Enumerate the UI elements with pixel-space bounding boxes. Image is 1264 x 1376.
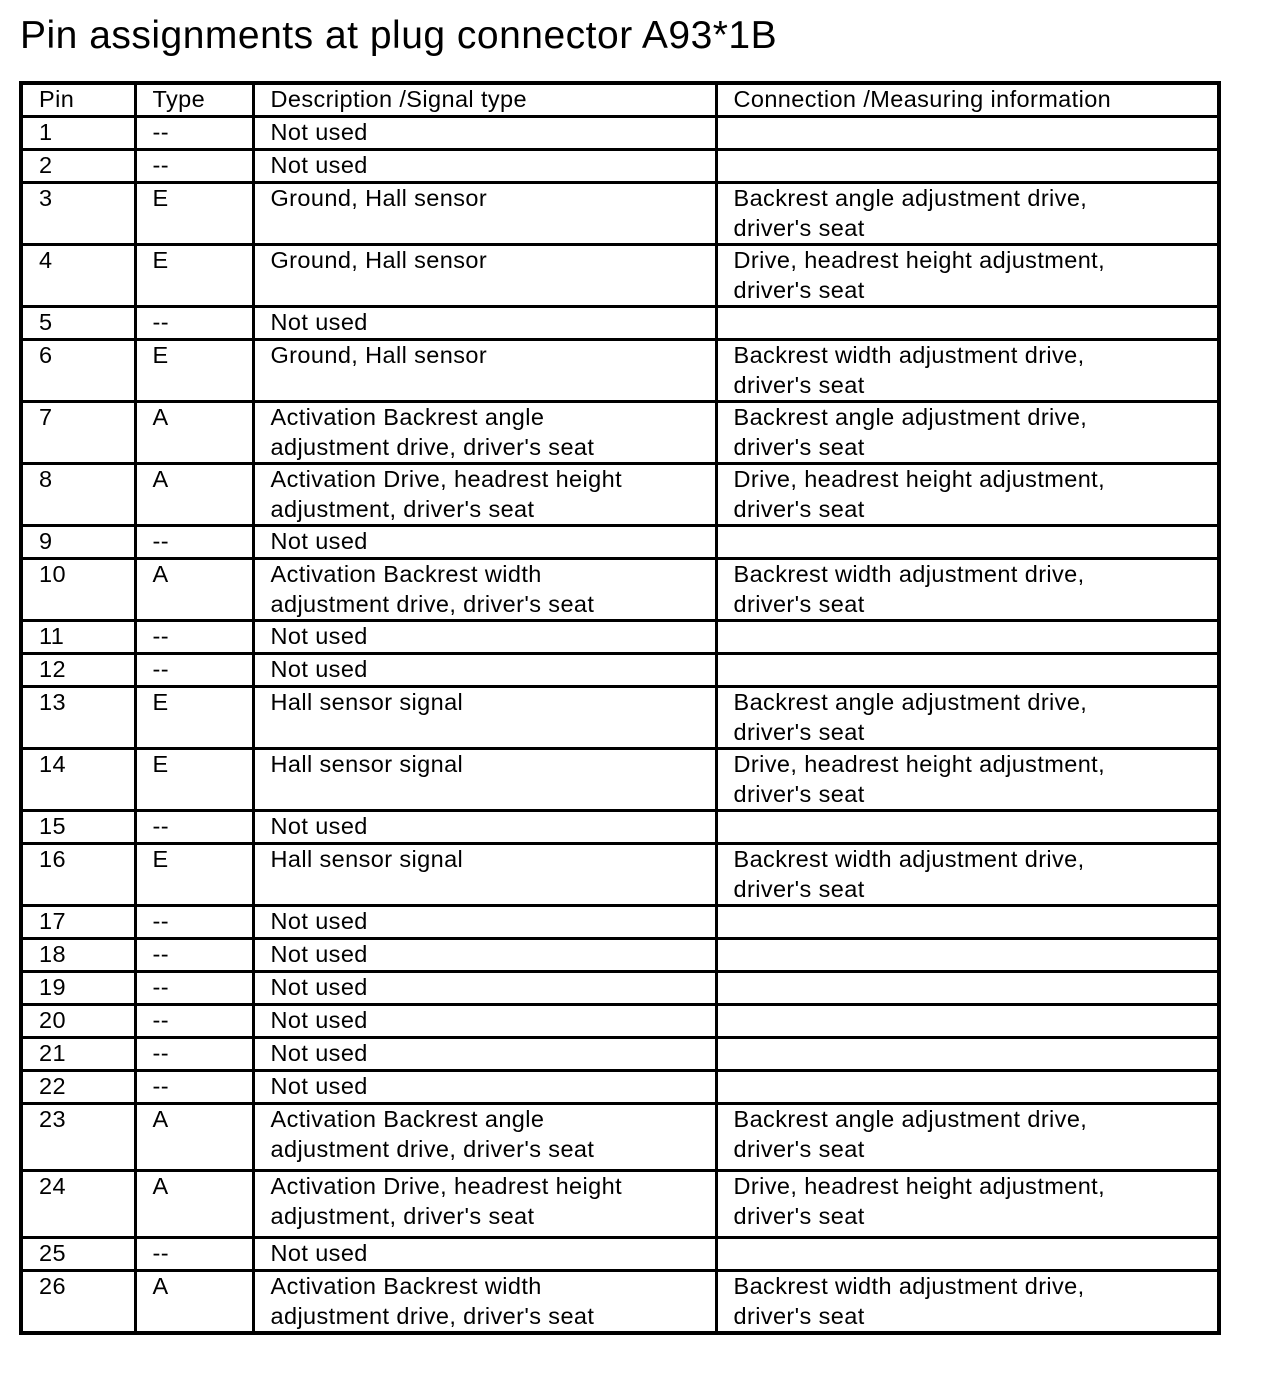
pin-cell bbox=[21, 1271, 135, 1334]
type-cell bbox=[135, 1171, 253, 1238]
pin-cell bbox=[21, 526, 135, 559]
type-cell bbox=[135, 1005, 253, 1038]
pin-cell-text: 1 bbox=[39, 119, 53, 145]
pin-cell-text: 25 bbox=[39, 1240, 66, 1266]
description-cell bbox=[253, 687, 716, 749]
table-row bbox=[21, 906, 1219, 939]
column-header-pin: Pin bbox=[21, 83, 135, 117]
connection-cell bbox=[716, 340, 1219, 402]
table-row bbox=[21, 1271, 1219, 1334]
pin-cell-text: 14 bbox=[39, 751, 66, 777]
type-cell-text: -- bbox=[152, 1040, 169, 1066]
type-cell bbox=[135, 1238, 253, 1271]
table-header-row bbox=[21, 83, 1219, 117]
pin-cell bbox=[21, 1238, 135, 1271]
pin-cell bbox=[21, 402, 135, 464]
connection-cell bbox=[716, 464, 1219, 526]
pin-cell-text: 17 bbox=[39, 908, 66, 934]
pin-cell bbox=[21, 749, 135, 811]
type-cell-text: -- bbox=[152, 528, 169, 554]
pin-cell bbox=[21, 245, 135, 307]
pin-cell-text: 10 bbox=[39, 561, 66, 587]
pin-cell bbox=[21, 117, 135, 150]
type-cell-text: -- bbox=[152, 974, 169, 1000]
table-row bbox=[21, 559, 1219, 621]
connection-cell bbox=[716, 245, 1219, 307]
pin-cell-text: 8 bbox=[39, 466, 53, 492]
pin-cell bbox=[21, 621, 135, 654]
table-row bbox=[21, 464, 1219, 526]
pin-cell-text: 21 bbox=[39, 1040, 66, 1066]
description-cell-text: Hall sensor signal bbox=[270, 751, 464, 777]
description-cell-text: Not used bbox=[270, 974, 368, 1000]
table-row bbox=[21, 245, 1219, 307]
pin-cell-text: 2 bbox=[39, 152, 53, 178]
connection-cell-text: Drive, headrest height adjustment, driver's seat bbox=[733, 466, 1106, 522]
pin-cell bbox=[21, 687, 135, 749]
connection-cell-text: Backrest width adjustment drive, driver's seat bbox=[733, 561, 1085, 617]
type-cell-text: E bbox=[152, 247, 169, 273]
type-cell bbox=[135, 117, 253, 150]
type-cell-text: -- bbox=[152, 813, 169, 839]
table-row bbox=[21, 402, 1219, 464]
pin-cell-text: 11 bbox=[39, 623, 65, 649]
pin-cell-text: 24 bbox=[39, 1173, 66, 1199]
connection-cell bbox=[716, 559, 1219, 621]
pin-cell bbox=[21, 906, 135, 939]
type-cell bbox=[135, 245, 253, 307]
description-cell bbox=[253, 117, 716, 150]
description-cell-text: Not used bbox=[270, 908, 368, 934]
type-cell-text: A bbox=[152, 466, 169, 492]
pin-cell-text: 12 bbox=[39, 656, 66, 682]
table-row bbox=[21, 621, 1219, 654]
type-cell-text: -- bbox=[152, 656, 169, 682]
connection-cell bbox=[716, 687, 1219, 749]
type-cell-text: E bbox=[152, 689, 169, 715]
connection-cell-text: Backrest angle adjustment drive, driver's seat bbox=[733, 404, 1088, 460]
table-row bbox=[21, 117, 1219, 150]
connection-cell bbox=[716, 307, 1219, 340]
type-cell-text: -- bbox=[152, 119, 169, 145]
connection-cell bbox=[716, 526, 1219, 559]
table-row bbox=[21, 1005, 1219, 1038]
pin-cell-text: 7 bbox=[39, 404, 53, 430]
type-cell-text: A bbox=[152, 404, 169, 430]
description-cell bbox=[253, 906, 716, 939]
type-cell bbox=[135, 749, 253, 811]
connection-cell bbox=[716, 972, 1219, 1005]
description-cell-text: Not used bbox=[270, 813, 368, 839]
table-row bbox=[21, 844, 1219, 906]
description-cell-text: Activation Backrest angle adjustment drive, driver's seat bbox=[270, 1106, 595, 1162]
pin-cell-text: 6 bbox=[39, 342, 53, 368]
pin-cell-text: 19 bbox=[39, 974, 66, 1000]
description-cell bbox=[253, 183, 716, 245]
description-cell bbox=[253, 559, 716, 621]
table-row bbox=[21, 1171, 1219, 1238]
pin-cell bbox=[21, 1038, 135, 1071]
pin-cell-text: 20 bbox=[39, 1007, 66, 1033]
type-cell bbox=[135, 654, 253, 687]
type-cell bbox=[135, 1271, 253, 1334]
table-row bbox=[21, 749, 1219, 811]
connection-cell bbox=[716, 1005, 1219, 1038]
connection-cell bbox=[716, 1171, 1219, 1238]
description-cell-text: Hall sensor signal bbox=[270, 846, 464, 872]
description-cell bbox=[253, 1104, 716, 1171]
table-row bbox=[21, 654, 1219, 687]
pin-cell bbox=[21, 972, 135, 1005]
description-cell bbox=[253, 1005, 716, 1038]
pin-cell bbox=[21, 150, 135, 183]
description-cell-text: Not used bbox=[270, 528, 368, 554]
connection-cell bbox=[716, 811, 1219, 844]
description-cell bbox=[253, 526, 716, 559]
type-cell-text: -- bbox=[152, 623, 169, 649]
pin-cell-text: 3 bbox=[39, 185, 53, 211]
connection-cell bbox=[716, 150, 1219, 183]
pin-cell-text: 26 bbox=[39, 1273, 66, 1299]
connection-cell bbox=[716, 906, 1219, 939]
description-cell-text: Activation Drive, headrest height adjustment, driver's seat bbox=[270, 1173, 623, 1229]
table-row bbox=[21, 939, 1219, 972]
description-cell bbox=[253, 1238, 716, 1271]
description-cell bbox=[253, 307, 716, 340]
type-cell-text: -- bbox=[152, 941, 169, 967]
type-cell bbox=[135, 402, 253, 464]
description-cell bbox=[253, 1071, 716, 1104]
description-cell bbox=[253, 340, 716, 402]
description-cell-text: Activation Backrest width adjustment drive, driver's seat bbox=[270, 1273, 595, 1329]
connection-cell bbox=[716, 1271, 1219, 1334]
type-cell-text: E bbox=[152, 751, 169, 777]
pin-cell-text: 16 bbox=[39, 846, 66, 872]
type-cell-text: A bbox=[152, 561, 169, 587]
description-cell bbox=[253, 402, 716, 464]
type-cell-text: -- bbox=[152, 908, 169, 934]
table-row bbox=[21, 1104, 1219, 1171]
table-row bbox=[21, 1238, 1219, 1271]
description-cell bbox=[253, 245, 716, 307]
description-cell-text: Not used bbox=[270, 656, 368, 682]
description-cell-text: Not used bbox=[270, 119, 368, 145]
description-cell bbox=[253, 1038, 716, 1071]
pin-cell bbox=[21, 1104, 135, 1171]
type-cell bbox=[135, 811, 253, 844]
connection-cell-text: Backrest width adjustment drive, driver's seat bbox=[733, 846, 1085, 902]
connection-cell bbox=[716, 183, 1219, 245]
pin-cell bbox=[21, 183, 135, 245]
table-row bbox=[21, 972, 1219, 1005]
type-cell-text: -- bbox=[152, 1073, 169, 1099]
pin-cell-text: 5 bbox=[39, 309, 53, 335]
table-row bbox=[21, 526, 1219, 559]
connection-cell bbox=[716, 654, 1219, 687]
description-cell-text: Activation Backrest angle adjustment drive, driver's seat bbox=[270, 404, 595, 460]
column-header-connection: Connection /Measuring information bbox=[716, 83, 1219, 117]
type-cell-text: E bbox=[152, 185, 169, 211]
description-cell bbox=[253, 150, 716, 183]
connection-cell bbox=[716, 1071, 1219, 1104]
description-cell-text: Not used bbox=[270, 1240, 368, 1266]
pin-cell-text: 13 bbox=[39, 689, 66, 715]
connection-cell-text: Drive, headrest height adjustment, driver's seat bbox=[733, 751, 1106, 807]
pin-cell-text: 4 bbox=[39, 247, 53, 273]
connection-cell bbox=[716, 749, 1219, 811]
table-row bbox=[21, 811, 1219, 844]
description-cell-text: Not used bbox=[270, 152, 368, 178]
type-cell bbox=[135, 1038, 253, 1071]
description-cell bbox=[253, 749, 716, 811]
pin-cell bbox=[21, 811, 135, 844]
connection-cell-text: Drive, headrest height adjustment, driver's seat bbox=[733, 247, 1106, 303]
type-cell bbox=[135, 844, 253, 906]
connection-cell bbox=[716, 402, 1219, 464]
type-cell bbox=[135, 150, 253, 183]
table-row bbox=[21, 1071, 1219, 1104]
type-cell-text: -- bbox=[152, 1007, 169, 1033]
connection-cell-text: Backrest angle adjustment drive, driver's seat bbox=[733, 185, 1088, 241]
connection-cell bbox=[716, 844, 1219, 906]
pin-cell bbox=[21, 939, 135, 972]
description-cell-text: Ground, Hall sensor bbox=[270, 247, 488, 273]
pin-cell bbox=[21, 1005, 135, 1038]
type-cell-text: E bbox=[152, 846, 169, 872]
pin-cell bbox=[21, 1171, 135, 1238]
pin-cell bbox=[21, 844, 135, 906]
pin-cell-text: 23 bbox=[39, 1106, 66, 1132]
pin-cell bbox=[21, 559, 135, 621]
table-row bbox=[21, 183, 1219, 245]
page-title: Pin assignments at plug connector A93*1B bbox=[20, 14, 778, 57]
description-cell-text: Activation Backrest width adjustment drive, driver's seat bbox=[270, 561, 595, 617]
type-cell bbox=[135, 687, 253, 749]
type-cell-text: A bbox=[152, 1273, 169, 1299]
description-cell bbox=[253, 972, 716, 1005]
connection-cell-text: Backrest width adjustment drive, driver's seat bbox=[733, 342, 1085, 398]
pin-cell bbox=[21, 1071, 135, 1104]
type-cell bbox=[135, 183, 253, 245]
connection-cell bbox=[716, 939, 1219, 972]
type-cell-text: A bbox=[152, 1106, 169, 1132]
pin-assignment-table bbox=[19, 81, 1221, 1335]
type-cell bbox=[135, 307, 253, 340]
description-cell bbox=[253, 621, 716, 654]
description-cell bbox=[253, 1271, 716, 1334]
table-row bbox=[21, 340, 1219, 402]
column-header-description: Description /Signal type bbox=[253, 83, 716, 117]
pin-cell-text: 18 bbox=[39, 941, 66, 967]
table-body bbox=[21, 117, 1219, 1334]
connection-cell bbox=[716, 117, 1219, 150]
table-row bbox=[21, 307, 1219, 340]
description-cell bbox=[253, 811, 716, 844]
table-row bbox=[21, 1038, 1219, 1071]
type-cell bbox=[135, 340, 253, 402]
pin-cell bbox=[21, 307, 135, 340]
description-cell bbox=[253, 654, 716, 687]
type-cell bbox=[135, 906, 253, 939]
type-cell bbox=[135, 621, 253, 654]
type-cell bbox=[135, 1071, 253, 1104]
description-cell-text: Not used bbox=[270, 1040, 368, 1066]
connection-cell-text: Backrest width adjustment drive, driver's seat bbox=[733, 1273, 1085, 1329]
type-cell bbox=[135, 559, 253, 621]
type-cell bbox=[135, 972, 253, 1005]
description-cell-text: Not used bbox=[270, 1007, 368, 1033]
type-cell-text: E bbox=[152, 342, 169, 368]
type-cell bbox=[135, 1104, 253, 1171]
type-cell bbox=[135, 526, 253, 559]
table-row bbox=[21, 150, 1219, 183]
connection-cell bbox=[716, 1038, 1219, 1071]
pin-cell-text: 22 bbox=[39, 1073, 66, 1099]
connection-cell-text: Drive, headrest height adjustment, driver's seat bbox=[733, 1173, 1106, 1229]
pin-cell bbox=[21, 464, 135, 526]
connection-cell bbox=[716, 621, 1219, 654]
type-cell-text: -- bbox=[152, 152, 169, 178]
description-cell-text: Ground, Hall sensor bbox=[270, 342, 488, 368]
connection-cell bbox=[716, 1104, 1219, 1171]
type-cell-text: A bbox=[152, 1173, 169, 1199]
description-cell bbox=[253, 844, 716, 906]
description-cell-text: Ground, Hall sensor bbox=[270, 185, 488, 211]
description-cell bbox=[253, 939, 716, 972]
connection-cell-text: Backrest angle adjustment drive, driver's seat bbox=[733, 689, 1088, 745]
description-cell-text: Hall sensor signal bbox=[270, 689, 464, 715]
type-cell bbox=[135, 464, 253, 526]
type-cell-text: -- bbox=[152, 1240, 169, 1266]
type-cell-text: -- bbox=[152, 309, 169, 335]
connection-cell-text: Backrest angle adjustment drive, driver's seat bbox=[733, 1106, 1088, 1162]
description-cell-text: Not used bbox=[270, 1073, 368, 1099]
type-cell bbox=[135, 939, 253, 972]
description-cell-text: Not used bbox=[270, 941, 368, 967]
description-cell-text: Not used bbox=[270, 623, 368, 649]
pin-cell bbox=[21, 340, 135, 402]
pin-cell bbox=[21, 654, 135, 687]
pin-cell-text: 15 bbox=[39, 813, 66, 839]
description-cell-text: Activation Drive, headrest height adjustment, driver's seat bbox=[270, 466, 623, 522]
description-cell bbox=[253, 1171, 716, 1238]
table-row bbox=[21, 687, 1219, 749]
connection-cell bbox=[716, 1238, 1219, 1271]
description-cell-text: Not used bbox=[270, 309, 368, 335]
pin-cell-text: 9 bbox=[39, 528, 53, 554]
column-header-type: Type bbox=[135, 83, 253, 117]
description-cell bbox=[253, 464, 716, 526]
